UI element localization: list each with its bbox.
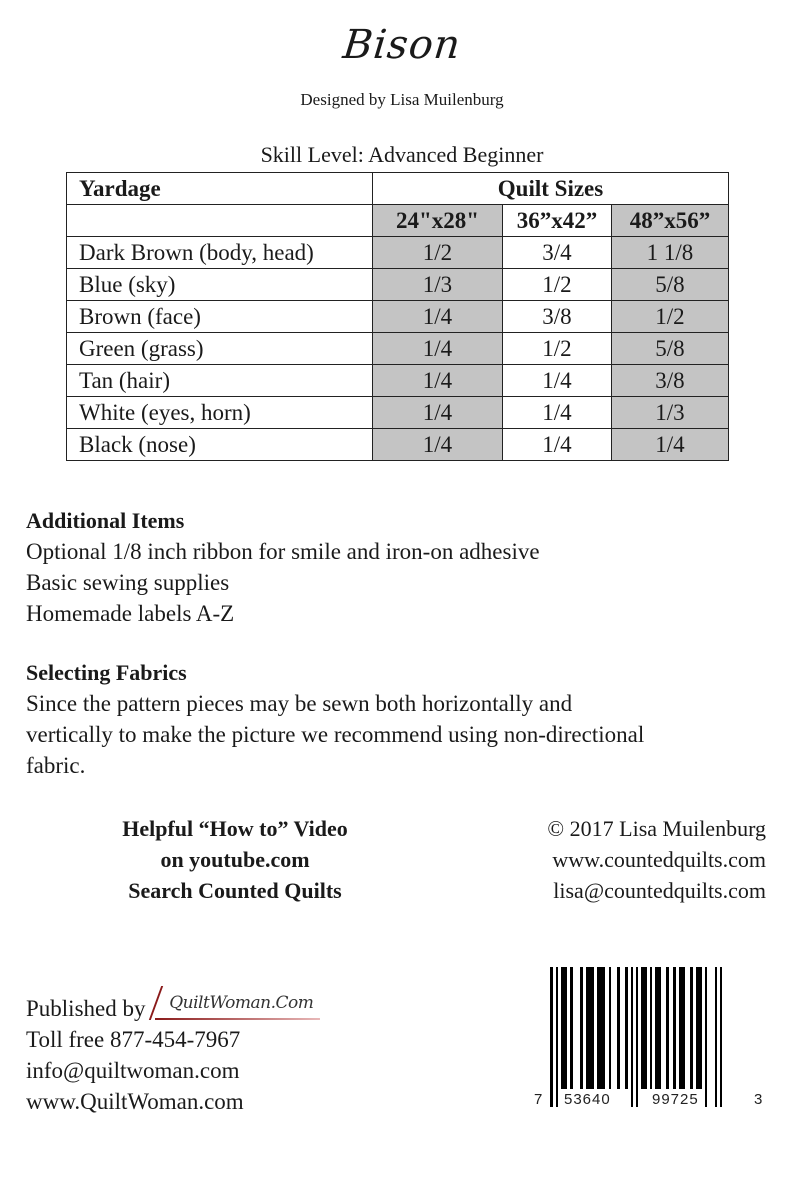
empty-cell (67, 205, 373, 237)
video-line: Search Counted Quilts (128, 878, 342, 903)
barcode-digits-left: 53640 (564, 1091, 611, 1108)
yardage-value: 1/2 (503, 333, 612, 365)
additional-items-heading: Additional Items (26, 508, 185, 533)
selecting-fabrics-section (26, 657, 766, 781)
pattern-title: Bison (340, 22, 464, 68)
upc-barcode (534, 967, 764, 1115)
yardage-value: 1/2 (373, 237, 503, 269)
yardage-value: 5/8 (612, 333, 729, 365)
website-link[interactable]: www.countedquilts.com (552, 847, 766, 872)
fabric-name: Dark Brown (body, head) (67, 237, 373, 269)
table-row (67, 333, 729, 365)
list-item: Optional 1/8 inch ribbon for smile and iron-on adhesive (26, 539, 540, 564)
publisher-email-link[interactable]: info@quiltwoman.com (26, 1058, 240, 1083)
yardage-value: 1/4 (612, 429, 729, 461)
yardage-value: 1/2 (503, 269, 612, 301)
size-header: 48”x56” (612, 205, 729, 237)
yardage-value: 1/4 (503, 397, 612, 429)
selecting-fabrics-heading: Selecting Fabrics (26, 660, 187, 685)
yardage-value: 1/4 (373, 397, 503, 429)
published-by-label: Published by (26, 996, 146, 1021)
table-row (67, 237, 729, 269)
yardage-value: 3/8 (612, 365, 729, 397)
table-row (67, 269, 729, 301)
paragraph-line: Since the pattern pieces may be sewn both horizontally and (26, 691, 573, 716)
yardage-value: 1/3 (612, 397, 729, 429)
list-item: Homemade labels A-Z (26, 601, 235, 626)
barcode-digit-last: 3 (754, 1091, 763, 1108)
quiltwoman-logo (155, 986, 325, 1024)
yardage-value: 1/4 (373, 301, 503, 333)
yardage-value: 1 1/8 (612, 237, 729, 269)
yardage-value: 1/4 (373, 365, 503, 397)
table-row (67, 429, 729, 461)
publisher-website-link[interactable]: www.QuiltWoman.com (26, 1089, 244, 1114)
copyright-line: © 2017 Lisa Muilenburg (547, 816, 766, 841)
fabric-name: Green (grass) (67, 333, 373, 365)
fabric-name: Black (nose) (67, 429, 373, 461)
fabric-name: White (eyes, horn) (67, 397, 373, 429)
yardage-value: 1/4 (503, 365, 612, 397)
barcode-digits-right: 99725 (652, 1091, 699, 1108)
video-line: Helpful “How to” Video (122, 816, 348, 841)
video-link[interactable]: on youtube.com (160, 847, 310, 872)
additional-items-section (26, 505, 540, 629)
yardage-table (66, 172, 729, 461)
yardage-value: 1/4 (373, 333, 503, 365)
yardage-value: 1/2 (612, 301, 729, 333)
yardage-header: Yardage (67, 173, 373, 205)
yardage-value: 5/8 (612, 269, 729, 301)
size-header: 36”x42” (503, 205, 612, 237)
video-info (60, 813, 410, 906)
table-row (67, 365, 729, 397)
quilt-sizes-header: Quilt Sizes (373, 173, 729, 205)
paragraph-line: fabric. (26, 753, 86, 778)
yardage-value: 3/8 (503, 301, 612, 333)
size-header: 24"x28" (373, 205, 503, 237)
table-header-row (67, 173, 729, 205)
paragraph-line: vertically to make the picture we recommend using non-directional (26, 722, 645, 747)
barcode-digit-first: 7 (534, 1091, 543, 1108)
email-link[interactable]: lisa@countedquilts.com (553, 878, 766, 903)
fabric-name: Brown (face) (67, 301, 373, 333)
yardage-value: 1/3 (373, 269, 503, 301)
barcode-bars (542, 967, 747, 1107)
publisher-info (26, 986, 325, 1117)
yardage-value: 1/4 (503, 429, 612, 461)
list-item: Basic sewing supplies (26, 570, 230, 595)
yardage-value: 1/4 (373, 429, 503, 461)
copyright-info (430, 813, 766, 906)
table-row (67, 301, 729, 333)
table-row (67, 397, 729, 429)
skill-level: Skill Level: Advanced Beginner (260, 142, 544, 167)
toll-free-line: Toll free 877-454-7967 (26, 1027, 241, 1052)
published-by-row (26, 986, 325, 1024)
sizes-header-row (67, 205, 729, 237)
fabric-name: Blue (sky) (67, 269, 373, 301)
fabric-name: Tan (hair) (67, 365, 373, 397)
logo-text: QuiltWoman.Com (169, 993, 314, 1013)
yardage-value: 3/4 (503, 237, 612, 269)
designer-credit: Designed by Lisa Muilenburg (300, 90, 504, 109)
logo-slash-icon (149, 986, 163, 1020)
